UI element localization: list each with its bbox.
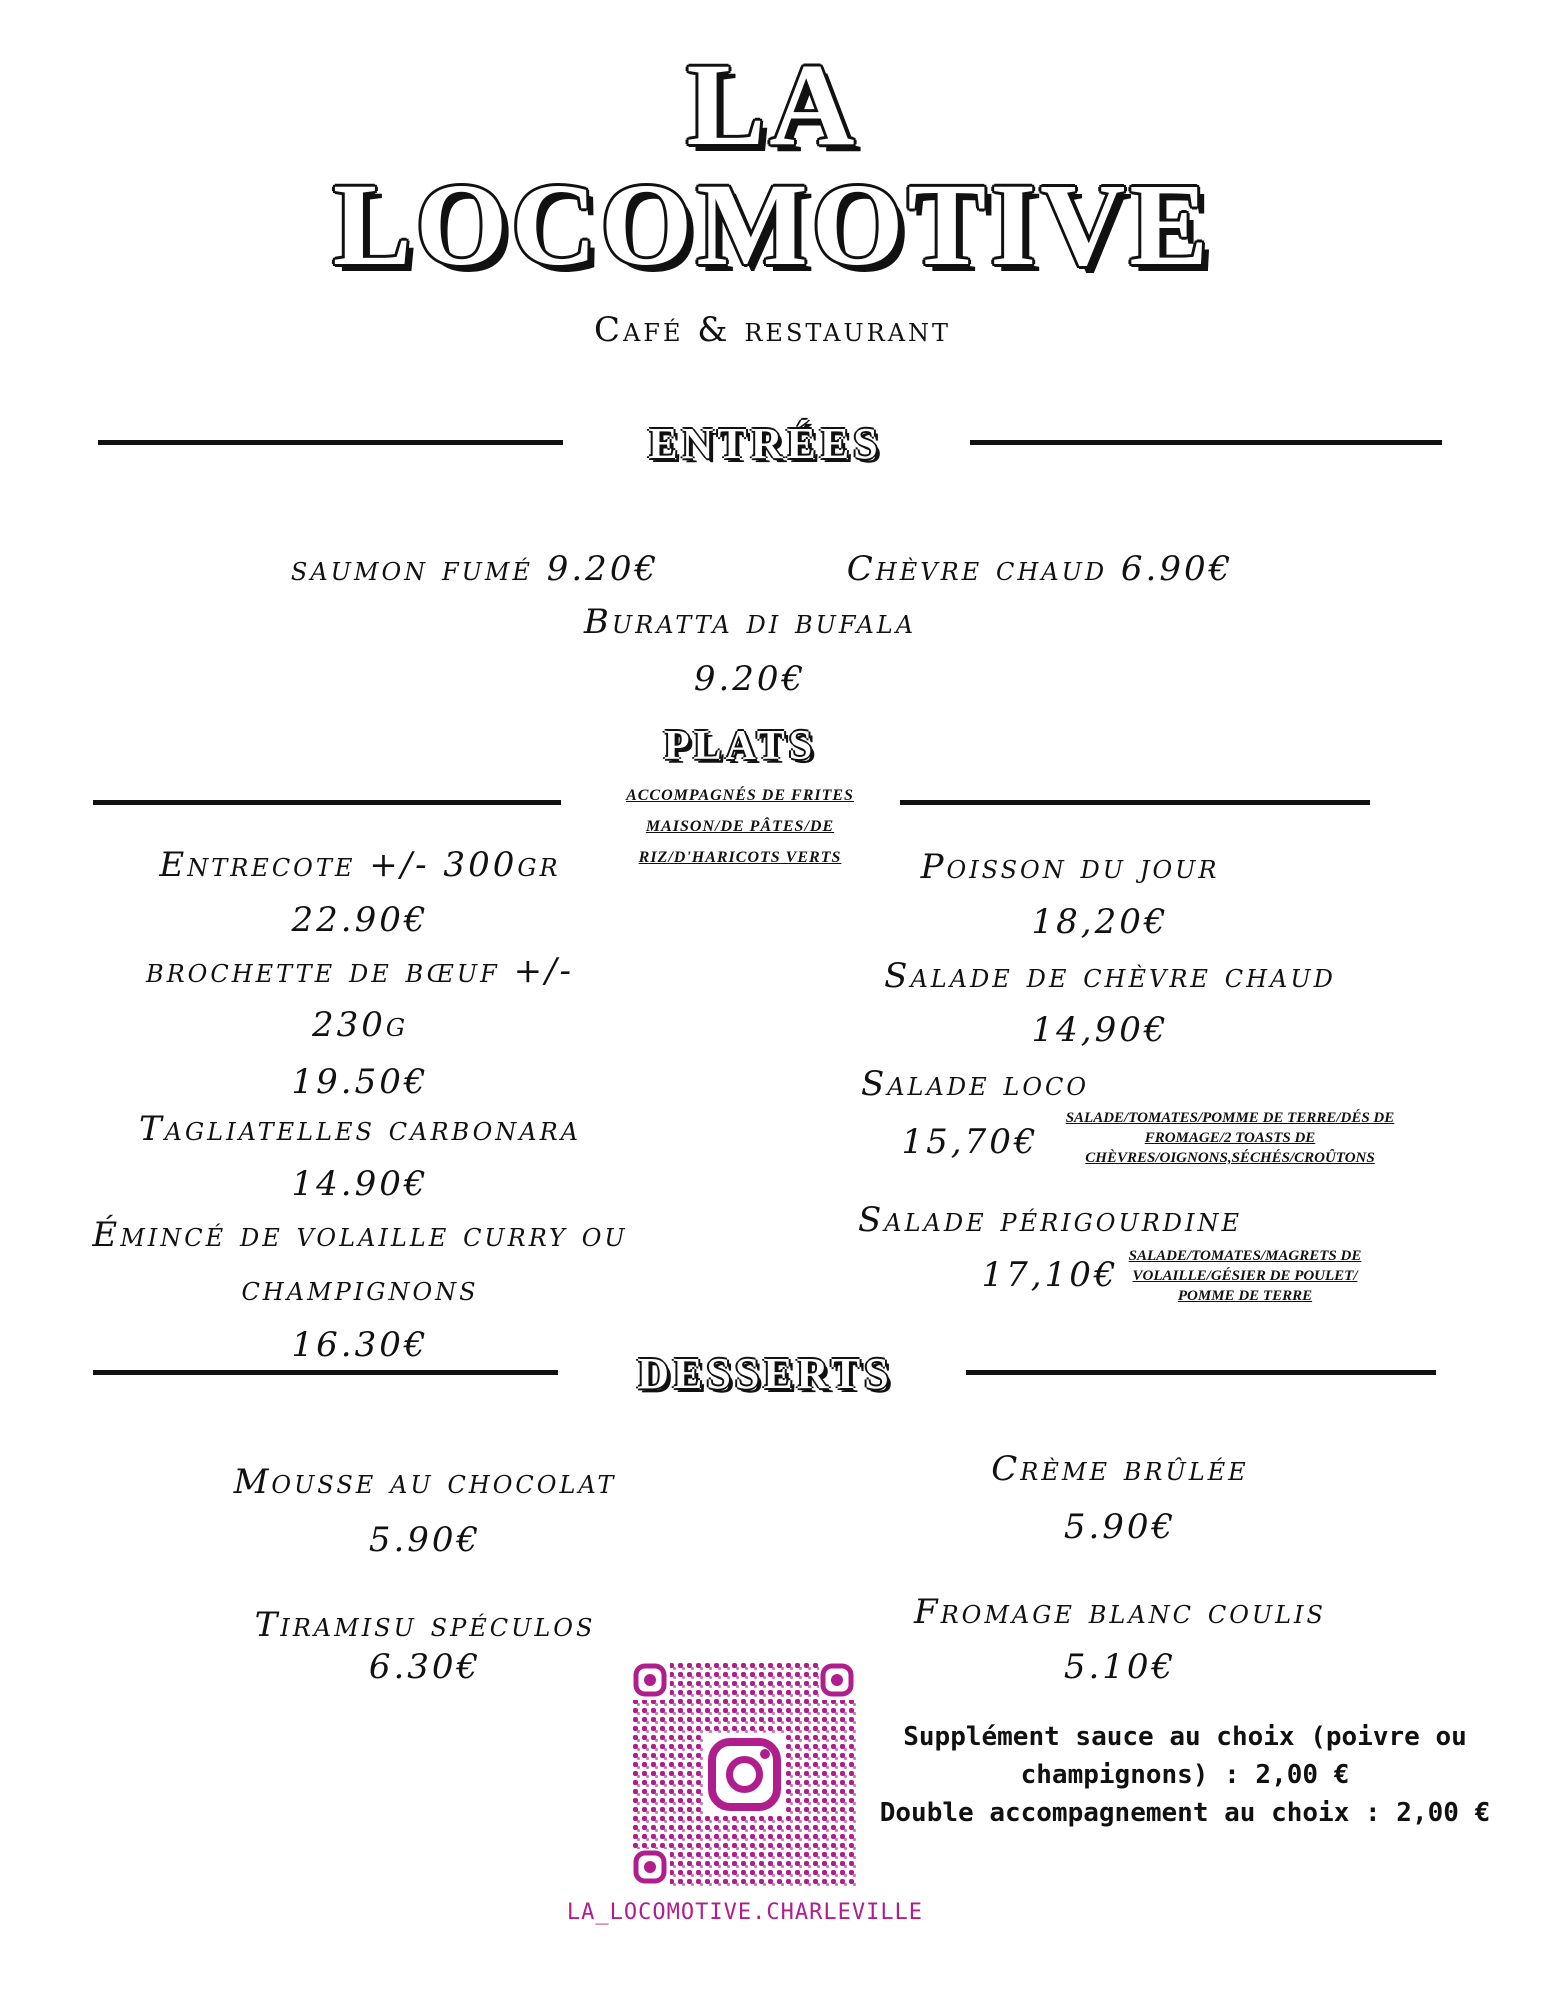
- entree-saumon: saumon fumé 9.20€: [290, 549, 660, 589]
- plat-salade-loco-price: 15,70€: [901, 1122, 1039, 1162]
- dessert-creme-price: 5.90€: [1063, 1507, 1177, 1547]
- plat-brochette-price: 19.50€: [291, 1062, 429, 1102]
- plat-salade-loco-name: Salade loco: [860, 1064, 1090, 1104]
- divider-left: [98, 440, 563, 445]
- divider-right: [970, 440, 1442, 445]
- entree-buratta-name: Buratta di bufala: [583, 602, 917, 642]
- plat-emince-price: 16.30€: [291, 1325, 429, 1365]
- plat-salade-perigourdine-name: Salade périgourdine: [857, 1200, 1243, 1240]
- plat-salade-chevre-price: 14,90€: [1031, 1010, 1169, 1050]
- plat-emince-name: Émincé de volaille curry ou champignons: [92, 1215, 628, 1309]
- dessert-creme-name: Crème brûlée: [991, 1449, 1249, 1489]
- divider-left: [93, 1370, 558, 1375]
- divider-right: [900, 800, 1370, 805]
- plat-entrecote-name: Entrecote +/- 300gr: [159, 845, 561, 885]
- plats-note: ACCOMPAGNÉS DE FRITES MAISON/DE PÂTES/DE RIZ/D'HARICOTS VERTS: [626, 787, 854, 866]
- supplement-accompagnement: Double accompagnement au choix : 2,00 €: [879, 1798, 1491, 1828]
- dessert-mousse-price: 5.90€: [368, 1520, 482, 1560]
- dessert-mousse-name: Mousse au chocolat: [233, 1462, 617, 1502]
- divider-right: [966, 1370, 1436, 1375]
- plat-tagliatelles-price: 14.90€: [291, 1164, 429, 1204]
- title-line-1: LA: [686, 39, 859, 170]
- subtitle: Café & restaurant: [593, 310, 952, 350]
- plat-salade-loco-detail: SALADE/TOMATES/POMME DE TERRE/DÉS DE FROMAGE/2 TOASTS DE CHÈVRES/OIGNONS,SÉCHÉS/CROÛTONS: [1065, 1110, 1395, 1166]
- title-line-2: LOCOMOTIVE: [332, 159, 1213, 290]
- section-heading-desserts: DESSERTS: [637, 1349, 893, 1398]
- plat-salade-perigourdine-price: 17,10€: [981, 1255, 1119, 1295]
- plat-poisson-price: 18,20€: [1031, 902, 1169, 942]
- plat-salade-perigourdine-detail: SALADE/TOMATES/MAGRETS DE VOLAILLE/GÉSIER DE POULET/ POMME DE TERRE: [1128, 1248, 1362, 1304]
- instagram-qr-icon[interactable]: [632, 1662, 857, 1887]
- dessert-tiramisu-price: 6.30€: [368, 1647, 482, 1687]
- dessert-tiramisu-name: Tiramisu spéculos: [254, 1605, 596, 1645]
- instagram-handle[interactable]: LA_LOCOMOTIVE.CHARLEVILLE: [566, 1900, 924, 1925]
- entree-chevre: Chèvre chaud 6.90€: [846, 549, 1234, 589]
- section-heading-entrees: ENTRÉES: [648, 419, 882, 468]
- plat-salade-chevre-name: Salade de chèvre chaud: [884, 956, 1336, 996]
- plat-tagliatelles-name: Tagliatelles carbonara: [138, 1109, 582, 1149]
- dessert-fromage-name: Fromage blanc coulis: [914, 1592, 1326, 1632]
- entree-buratta-price: 9.20€: [693, 659, 807, 699]
- plat-entrecote-price: 22.90€: [291, 900, 429, 940]
- section-heading-plats: PLATS: [663, 723, 817, 769]
- dessert-fromage-price: 5.10€: [1063, 1647, 1177, 1687]
- plat-poisson-name: Poisson du jour: [920, 847, 1220, 887]
- divider-left: [93, 800, 561, 805]
- plat-brochette-name: brochette de bœuf +/- 230g: [145, 951, 575, 1045]
- supplement-sauce: Supplément sauce au choix (poivre ou champignons) : 2,00 €: [903, 1722, 1467, 1790]
